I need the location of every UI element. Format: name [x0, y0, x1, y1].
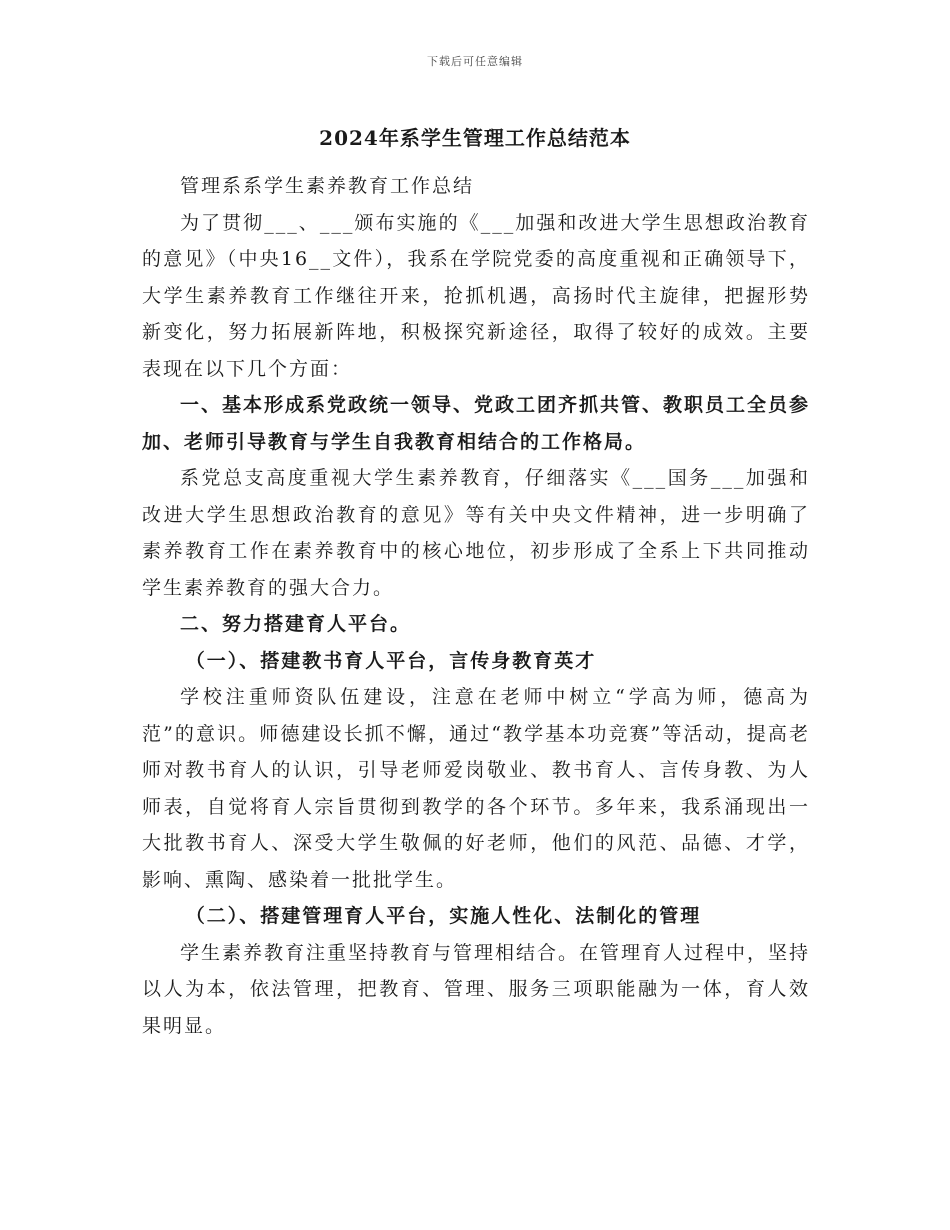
- document-title: 2024年系学生管理工作总结范本: [319, 126, 631, 150]
- document-body: [142, 168, 810, 1044]
- paragraph-subsection-2: 学生素养教育注重坚持教育与管理相结合。在管理育人过程中，坚持以人为本，依法管理，把教育、管理、服务三项职能融为一体，育人效果明显。: [142, 941, 811, 1037]
- section-heading-2: 二、努力搭建育人平台。: [180, 613, 412, 635]
- subsection-heading-1: （一）、搭建教书育人平台，言传身教育英才: [185, 649, 597, 672]
- subsection-heading-2: （二）、搭建管理育人平台，实施人性化、法制化的管理: [185, 905, 702, 927]
- paragraph-intro: 为了贯彻___、___颁布实施的《___加强和改进大学生思想政治教育的意见》（中央16__文件），我系在学院党委的高度重视和正确领导下，大学生素养教育工作继往开来，抢抓机遇，高扬时代主旋律，把握形势新变化，努力拓展新阵地，积极探究新途径，取得了较好的成效。主要表现在以下几个方面：: [142, 211, 810, 380]
- paragraph-section-1: 系党总支高度重视大学生素养教育，仔细落实《___国务___加强和改进大学生思想政治教育的意见》等有关中央文件精神，进一步明确了素养教育工作在素养教育中的核心地位，初步形成了全系上下共同推动学生素养教育的强大合力。: [142, 467, 810, 599]
- page-header-note: 下载后可任意编辑: [427, 55, 523, 68]
- paragraph-subtitle: 管理系系学生素养教育工作总结: [180, 175, 475, 197]
- section-heading-1: 一、基本形成系党政统一领导、党政工团齐抓共管、教职员工全员参加、老师引导教育与学生自我教育相结合的工作格局。: [142, 394, 811, 453]
- paragraph-subsection-1: 学校注重师资队伍建设，注意在老师中树立“学高为师，德高为范”的意识。师德建设长抓不懈，通过“教学基本功竞赛”等活动，提高老师对教书育人的认识，引导老师爱岗敬业、教书育人、言传身教、为人师表，自觉将育人宗旨贯彻到教学的各个环节。多年来，我系涌现出一大批教书育人、深受大学生敬佩的好老师，他们的风范、品德、才学，影响、熏陶、感染着一批批学生。: [142, 686, 810, 891]
